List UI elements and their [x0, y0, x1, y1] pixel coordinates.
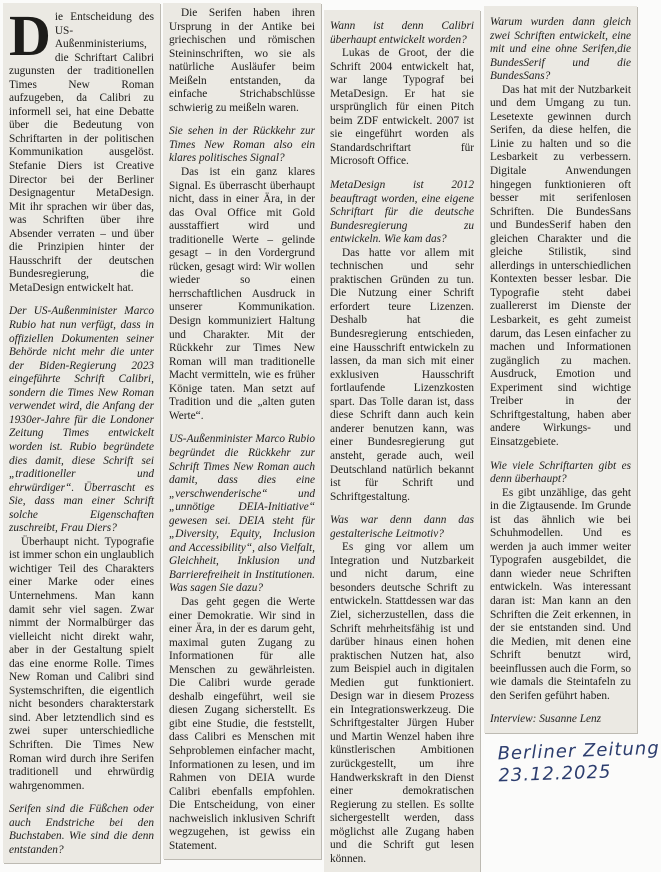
clipping-column-4: [484, 6, 637, 733]
question: Der US-Außenminister Marco Rubio hat nun verfügt, dass in offiziellen Dokumenten seiner Behörde nicht mehr die unter der Biden-Regierung 2023 eingeführte Schrift Calibri, sondern die Times New Roman verwendet wird, die Anfang der 1930er-Jahre für die Londoner Zeitung Times entwickelt worden ist. Rubio begründete dies damit, diese Schrift sei „traditioneller und ehrwürdiger“. Überrascht es Sie, dass man einer Schrift solche Eigenschaften zuschreibt, Frau Diers?: [9, 305, 154, 535]
answer: Das hatte vor allem mit technischen und sehr praktischen Gründen zu tun. Die Nutzung einer Schrift erfordert teure Lizenzen. Deshalb hat die Bundesregierung entschieden, eine Hausschrift entwickeln zu lassen, da man sich mit einer exklusiven Hausschrift fortlaufende Lizenzkosten spart. Das Tolle daran ist, dass diese Schrift dann auch kein anderer benutzen kann, was einer Bundesregierung gut ansteht, gerade auch, weil Deutschland natürlich bekannt ist für Schrift und Schriftgestaltung.: [330, 246, 474, 503]
answer: Überhaupt nicht. Typografie ist immer schon ein unglaublich wichtiger Teil des Charakters einer Marke oder eines Unternehmens. Man kann damit sehr viel sagen. Zwar nimmt der Normalbürger das vielleicht nicht direkt wahr, aber in der Gestaltung spielt das eine enorme Rolle. Times New Roman und Calibri sind Systemschriften, die eigentlich nicht besonders charakterstark sind. Aber letztendlich sind es zwei super unterschiedliche Schriften. Die Times New Roman wird durch ihre Serifen traditionell und ehrwürdig wahrgenommen.: [9, 535, 154, 792]
interview-credit: Interview: Susanne Lenz: [490, 713, 602, 726]
answer: Das hat mit der Nutzbarkeit und dem Umgang zu tun. Lesetexte gewinnen durch Serifen, da diese helfen, die Linie zu halten und so die Lesbarkeit zu verbessern. Digitale Anwendungen hingegen funktionieren oft besser mit serifenlosen Schriften. Die BundesSans und BundesSerif haben den gleichen Charakter und die gleiche Stilistik, sind allerdings in unterschiedlichen Kontexten besser lesbar. Die Typografie steht dabei zuallererst im Dienste der Lesbarkeit, es geht zumeist darum, das Lesen einfacher zu machen und Informationen zugänglich zu machen. Ausdruck, Emotion und Experiment sind wichtige Treiber in der Schriftgestaltung, haben aber andere Wirkungs- und Einsatzgebiete.: [490, 83, 631, 448]
question: Was war denn dann das gestalterische Leitmotiv?: [330, 514, 474, 540]
clipping-column-2: [163, 3, 321, 859]
question: Serifen sind die Füßchen oder auch Endstriche bei den Buchstaben. Wie sind die denn entstanden?: [9, 803, 154, 856]
answer: Die Serifen haben ihren Ursprung in der Antike bei griechischen und römischen Steininschriften, wo sie als natürliche Ausläufer beim Meißeln entstanden, da einfache Strichabschlüsse schwierig zu meißeln waren.: [169, 7, 315, 114]
question: MetaDesign ist 2012 beauftragt worden, eine eigene Schriftart für die deutsche Bundesregierung zu entwickeln. Wie kam das?: [330, 179, 474, 246]
handwritten-date: 23.12.2025: [498, 761, 612, 787]
handwritten-newspaper-name: Berliner Zeitung: [497, 737, 661, 765]
answer: Das geht gegen die Werte einer Demokratie. Wir sind in einer Ära, in der es darum geht, maximal guten Zugang zu Informationen für alle Menschen zu gewährleisten. Die Calibri wurde gerade deshalb eingeführt, weil sie diesen Zugang sicherstellt. Es gibt eine Studie, die feststellt, dass Calibri es Menschen mit Sehproblemen einfacher macht, Informationen zu lesen, und im Rahmen von DEIA wurde Calibri ebenfalls empfohlen. Die Entscheidung, von einer nachweislich inklusiven Schrift wegzugehen, ist gewiss ein Statement.: [169, 595, 315, 852]
answer: Es gibt unzählige, das geht in die Zigtausende. Im Grunde ist das ähnlich wie bei Schuhmodellen. Und es werden ja auch immer weiter Typografen ausgebildet, die dann wieder neue Schriften entwickeln. Was interessant daran ist: Man kann an den Schriften die Zeit erkennen, in der sie entstanden sind. Und die Medien, mit denen eine Schrift benutzt wird, beeinflussen auch die Form, so wie damals die Steintafeln zu den Serifen geführt haben.: [490, 486, 631, 702]
question: US-Außenminister Marco Rubio begründet die Rückkehr zur Schrift Times New Roman auch damit, dass dies eine „verschwenderische“ und „unnötige DEIA-Initiative“ gewesen sei. DEIA steht für „Diversity, Equity, Inclusion and Accessibility“, also Vielfalt, Gleichheit, Inklusion und Barrierefreiheit in Institutionen. Was sagen Sie dazu?: [169, 433, 315, 595]
question: Warum wurden dann gleich zwei Schriften entwickelt, eine mit und eine ohne Serifen,die BundesSerif und die BundesSans?: [490, 16, 631, 83]
article-intro: [9, 3, 154, 295]
drop-cap: D: [9, 3, 51, 68]
intro-text: ie Entscheidung des US-Außenministeriums, die Schriftart Calibri zugunsten der traditionellen Times New Roman aufzugeben, da Calibri zu informell sei, hat eine Debatte über die Bedeutung von Schriftarten in der politischen Kommunikation ausgelöst. Stefanie Diers ist Creative Director bei der Berliner Designagentur MetaDesign. Mit ihr sprachen wir über das, was Schriften über ihre Absender verraten – und über die Prinzipien hinter der Hausschrift der deutschen Bundesregierung, die MetaDesign entwickelt hat.: [9, 11, 154, 294]
clipping-column-3: [324, 10, 480, 872]
answer: Es ging vor allem um Integration und Nutzbarkeit und nicht darum, eine besonders deutsche Schrift zu entwickeln. Stattdessen war das Ziel, sicherzustellen, dass die Schrift mehrheitsfähig ist und darüber hinaus einen hohen praktischen Nutzen hat, also zum Beispiel auch in digitalen Medien gut funktioniert. Design war in diesem Prozess ein Integrationswerkzeug. Die Schriftgestalter Jürgen Huber und Martin Wenzel haben ihre künstlerischen Ambitionen zurückgestellt, um ihre Handwerkskraft in den Dienst einer demokratischen Regierung zu stellen. Es sollte sichergestellt werden, dass möglichst alle Zugang haben und die Schrift gut lesen können.: [330, 541, 474, 865]
question: Sie sehen in der Rückkehr zur Times New Roman also ein klares politisches Signal?: [169, 125, 315, 165]
question: Wann ist denn Calibri überhaupt entwickelt worden?: [330, 20, 474, 46]
column-4-area: [484, 6, 661, 787]
clipping-column-1: [3, 3, 160, 863]
answer: Das ist ein ganz klares Signal. Es überrascht überhaupt nicht, dass in einer Ära, in der das Oval Office mit Gold ausstaffiert wird und traditionelle Werte – gelinde gesagt – in den Vordergrund rücken, gesagt wird: Wir wollen wieder so einen herrschaftlichen Ausdruck in unserer Kommunikation. Design kommuniziert Haltung und Charakter. Mit der Rückkehr zur Times New Roman will man traditionelle Macht vermitteln, wie es früher Könige taten. Man setzt auf Tradition und die „alten guten Werte“.: [169, 166, 315, 422]
handwritten-source-note: [497, 737, 661, 787]
answer: Lukas de Groot, der die Schrift 2004 entwickelt hat, war lange Typograf bei MetaDesign. Er hat sie ursprünglich für einen Pitch beim ZDF entwickelt. 2007 ist sie eingeführt worden als Standardschriftart für Microsoft Office.: [330, 47, 474, 168]
question: Wie viele Schriftarten gibt es denn überhaupt?: [490, 459, 631, 486]
